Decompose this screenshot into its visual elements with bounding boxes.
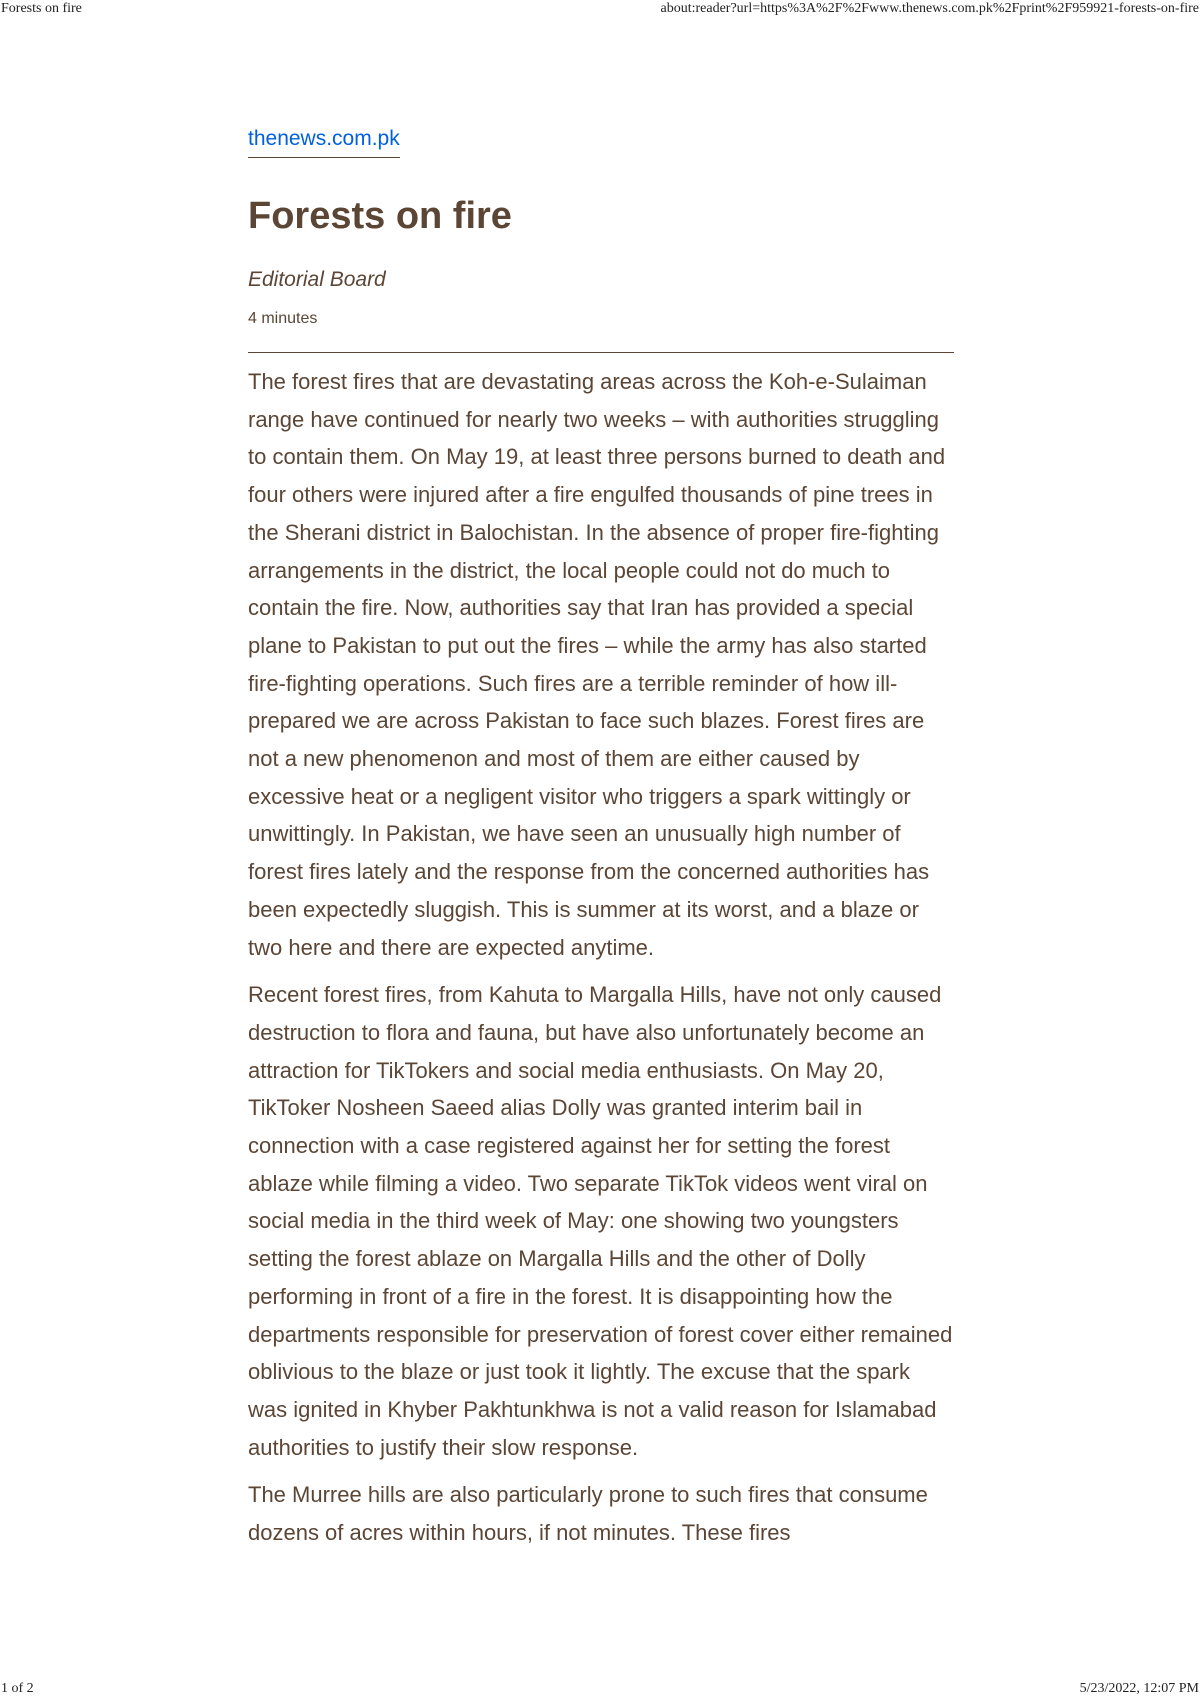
- article-byline: Editorial Board: [248, 268, 386, 291]
- header-divider: [248, 352, 954, 353]
- source-domain-link[interactable]: thenews.com.pk: [248, 122, 400, 158]
- article-body: [248, 363, 954, 1552]
- reader-article: [248, 122, 954, 1562]
- print-footer-datetime: 5/23/2022, 12:07 PM: [1079, 1681, 1199, 1696]
- print-header-url: about:reader?url=https%3A%2F%2Fwww.thenews.com.pk%2Fprint%2F959921-forests-on-fire: [660, 1, 1199, 16]
- article-paragraph-3: The Murree hills are also particularly prone to such fires that consume dozens of acres within hours, if not minutes. These fires: [248, 1482, 928, 1546]
- article-paragraph-1: The forest fires that are devastating areas across the Koh-e-Sulaiman range have continued for nearly two weeks – with authorities struggling to contain them. On May 19, at least three persons burned to death and four others were injured after a fire engulfed thousands of pine trees in the Sherani district in Balochistan. In the absence of proper fire-fighting arrangements in the district, the local people could not do much to contain the fire. Now, authorities say that Iran has provided a special plane to Pakistan to put out the fires – while the army has also started fire-fighting operations. Such fires are a terrible reminder of how ill-prepared we are across Pakistan to face such blazes. Forest fires are not a new phenomenon and most of them are either caused by excessive heat or a negligent visitor who triggers a spark wittingly or unwittingly. In Pakistan, we have seen an unusually high number of forest fires lately and the response from the concerned authorities has been expectedly sluggish. This is summer at its worst, and a blaze or two here and there are expected anytime.: [248, 369, 946, 960]
- print-header-title: Forests on fire: [1, 1, 82, 16]
- reading-time: 4 minutes: [248, 310, 318, 327]
- print-footer-page: 1 of 2: [1, 1681, 34, 1696]
- article-title: Forests on fire: [248, 195, 512, 237]
- article-paragraph-2: Recent forest fires, from Kahuta to Margalla Hills, have not only caused destruction to flora and fauna, but have also unfortunately become an attraction for TikTokers and social media enthusiasts. On May 20, TikToker Nosheen Saeed alias Dolly was granted interim bail in connection with a case registered against her for setting the forest ablaze while filming a video. Two separate TikTok videos went viral on social media in the third week of May: one showing two youngsters setting the forest ablaze on Margalla Hills and the other of Dolly performing in front of a fire in the forest. It is disappointing how the departments responsible for preservation of forest cover either remained oblivious to the blaze or just took it lightly. The excuse that the spark was ignited in Khyber Pakhtunkhwa is not a valid reason for Islamabad authorities to justify their slow response.: [248, 982, 953, 1460]
